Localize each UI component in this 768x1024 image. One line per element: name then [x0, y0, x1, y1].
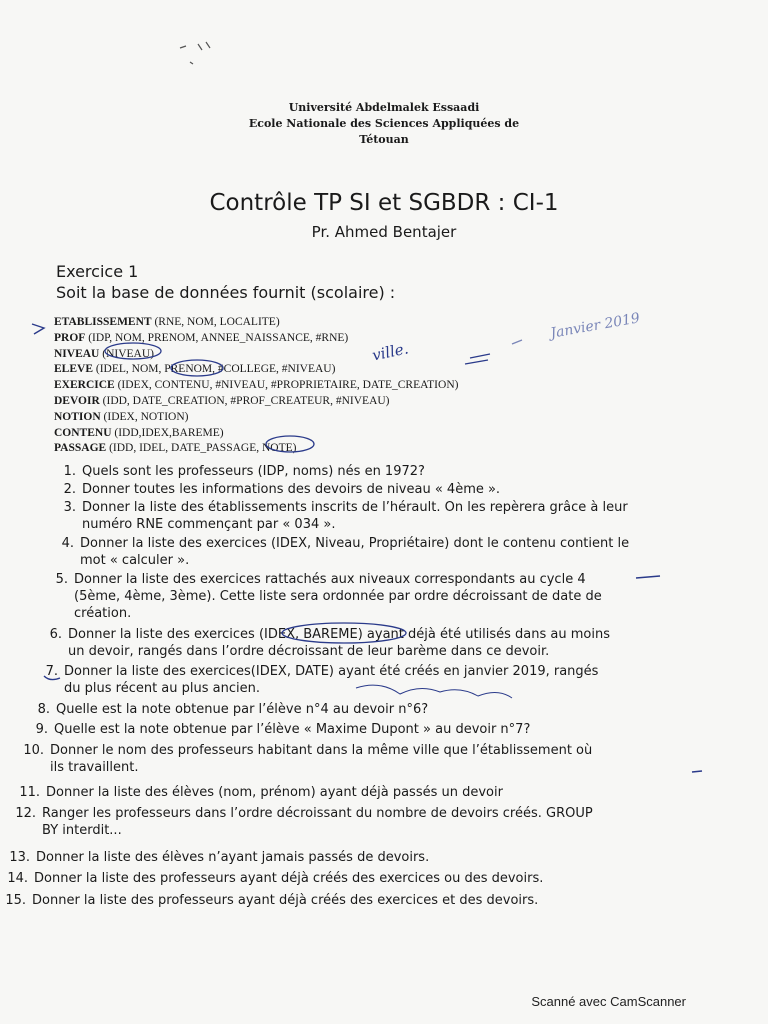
relation-name: ETABLISSEMENT: [54, 316, 152, 328]
question-number: 4.: [61, 536, 74, 551]
relation-attributes: (IDEX, NOTION): [103, 410, 189, 423]
question-text: Donner toutes les informations des devoirs de niveau « 4ème ».: [82, 482, 501, 497]
question-text: Donner la liste des professeurs ayant déjà créés des exercices et des devoirs.: [32, 893, 539, 908]
question-text: Donner la liste des exercices (IDEX, BAREME) ayant déjà été utilisés dans au moins: [68, 627, 611, 642]
question-text: numéro RNE commençant par « 034 ».: [82, 517, 336, 532]
question-number: 8.: [37, 702, 50, 717]
pen-stroke-mark: [692, 771, 702, 772]
question-text: Quelle est la note obtenue par l’élève « Maxime Dupont » au devoir n°7?: [54, 722, 531, 737]
question-number: 2.: [63, 482, 76, 497]
question-text: mot « calculer ».: [80, 553, 190, 568]
question-text: un devoir, rangés dans l’ordre décroissant de leur barème dans ce devoir.: [68, 644, 550, 659]
question-text: BY interdit...: [42, 823, 122, 838]
question-number: 14.: [7, 871, 28, 886]
question-text: Donner la liste des établissements inscrits de l’hérault. On les repèrera grâce à leur: [82, 500, 628, 515]
question-number: 6.: [49, 627, 62, 642]
question-text: (5ème, 4ème, 3ème). Cette liste sera ordonnée par ordre décroissant de date de: [74, 589, 602, 604]
circle-mark: [266, 436, 314, 452]
relation-attributes: (IDEL, NOM, PRENOM, #COLLEGE, #NIVEAU): [95, 363, 336, 376]
page-title: Contrôle TP SI et SGBDR : CI-1: [209, 190, 559, 216]
handwritten-scribble: [356, 685, 512, 698]
question-text: Donner la liste des exercices (IDEX, Niveau, Propriétaire) dont le contenu contient le: [80, 536, 630, 551]
question-text: Quels sont les professeurs (IDP, noms) nés en 1972?: [82, 464, 425, 479]
relation-name: NIVEAU: [54, 347, 100, 360]
university-name: Université Abdelmalek Essaadi: [288, 101, 480, 114]
relation-name: NOTION: [54, 410, 101, 423]
question-number: 5.: [55, 572, 68, 587]
relation-name: CONTENU: [54, 426, 112, 439]
pen-stroke-mark: [465, 354, 490, 364]
relation-name: PROF: [54, 331, 86, 344]
question-number: 9.: [35, 722, 48, 737]
exercise-title: Exercice 1: [56, 262, 139, 281]
question-text: Ranger les professeurs dans l’ordre décroissant du nombre de devoirs créés. GROUP: [42, 806, 593, 821]
question-number: 7.: [45, 664, 58, 679]
pen-stroke-mark: [44, 676, 60, 680]
question-text: ils travaillent.: [50, 760, 139, 775]
question-number: 3.: [63, 500, 76, 515]
question-number: 13.: [9, 850, 30, 865]
question-text: du plus récent au plus ancien.: [64, 681, 260, 696]
question-number: 1.: [63, 464, 76, 479]
question-number: 12.: [15, 806, 36, 821]
relation-attributes: (IDD, IDEL, DATE_PASSAGE, NOTE): [109, 442, 297, 455]
question-text: Donner la liste des élèves (nom, prénom) ayant déjà passés un devoir: [46, 785, 503, 800]
circle-mark: [282, 623, 406, 643]
question-number: 15.: [5, 893, 26, 908]
exercise-intro: Soit la base de données fournit (scolaire) :: [56, 283, 396, 302]
question-text: Donner la liste des exercices rattachés aux niveaux correspondants au cycle 4: [74, 572, 586, 587]
professor-name: Pr. Ahmed Bentajer: [311, 223, 457, 241]
relation-attributes: (RNE, NOM, LOCALITE): [154, 316, 280, 328]
scan-speck-mark: [180, 42, 210, 64]
question-text: Donner la liste des exercices(IDEX, DATE) ayant été créés en janvier 2019, rangés: [64, 664, 599, 679]
question-text: Quelle est la note obtenue par l’élève n°4 au devoir n°6?: [56, 702, 429, 717]
handwritten-date-note: Janvier 2019: [549, 310, 642, 342]
question-text: création.: [74, 606, 132, 621]
circle-mark: [171, 360, 223, 376]
question-number: 10.: [23, 743, 44, 758]
relation-name: EXERCICE: [54, 379, 115, 392]
circle-mark: [105, 343, 161, 359]
question-text: Donner la liste des professeurs ayant déjà créés des exercices ou des devoirs.: [34, 871, 544, 886]
relation-attributes: (IDD, DATE_CREATION, #PROF_CREATEUR, #NIVEAU): [102, 394, 390, 407]
school-name: Ecole Nationale des Sciences Appliquées de: [248, 117, 520, 130]
question-text: Donner le nom des professeurs habitant dans la même ville que l’établissement où: [50, 743, 593, 758]
relation-attributes: (IDEX, CONTENU, #NIVEAU, #PROPRIETAIRE, DATE_CREATION): [117, 379, 459, 392]
pen-stroke-mark: [512, 340, 522, 344]
pen-stroke-mark: [636, 576, 660, 578]
relation-attributes: (NIVEAU): [102, 347, 154, 360]
relation-name: DEVOIR: [54, 394, 100, 407]
question-number: 11.: [19, 785, 40, 800]
relation-name: ELEVE: [54, 363, 93, 376]
relation-name: PASSAGE: [54, 442, 107, 455]
handwritten-note-ville: ville.: [370, 339, 410, 365]
margin-arrow-mark: [32, 324, 44, 334]
relation-attributes: (IDP, NOM, PRENOM, ANNEE_NAISSANCE, #RNE): [88, 331, 349, 344]
scanner-watermark: Scanné avec CamScanner: [531, 994, 686, 1009]
question-text: Donner la liste des élèves n’ayant jamais passés de devoirs.: [36, 850, 430, 865]
city-name: Tétouan: [359, 133, 409, 146]
relation-attributes: (IDD,IDEX,BAREME): [114, 426, 224, 439]
